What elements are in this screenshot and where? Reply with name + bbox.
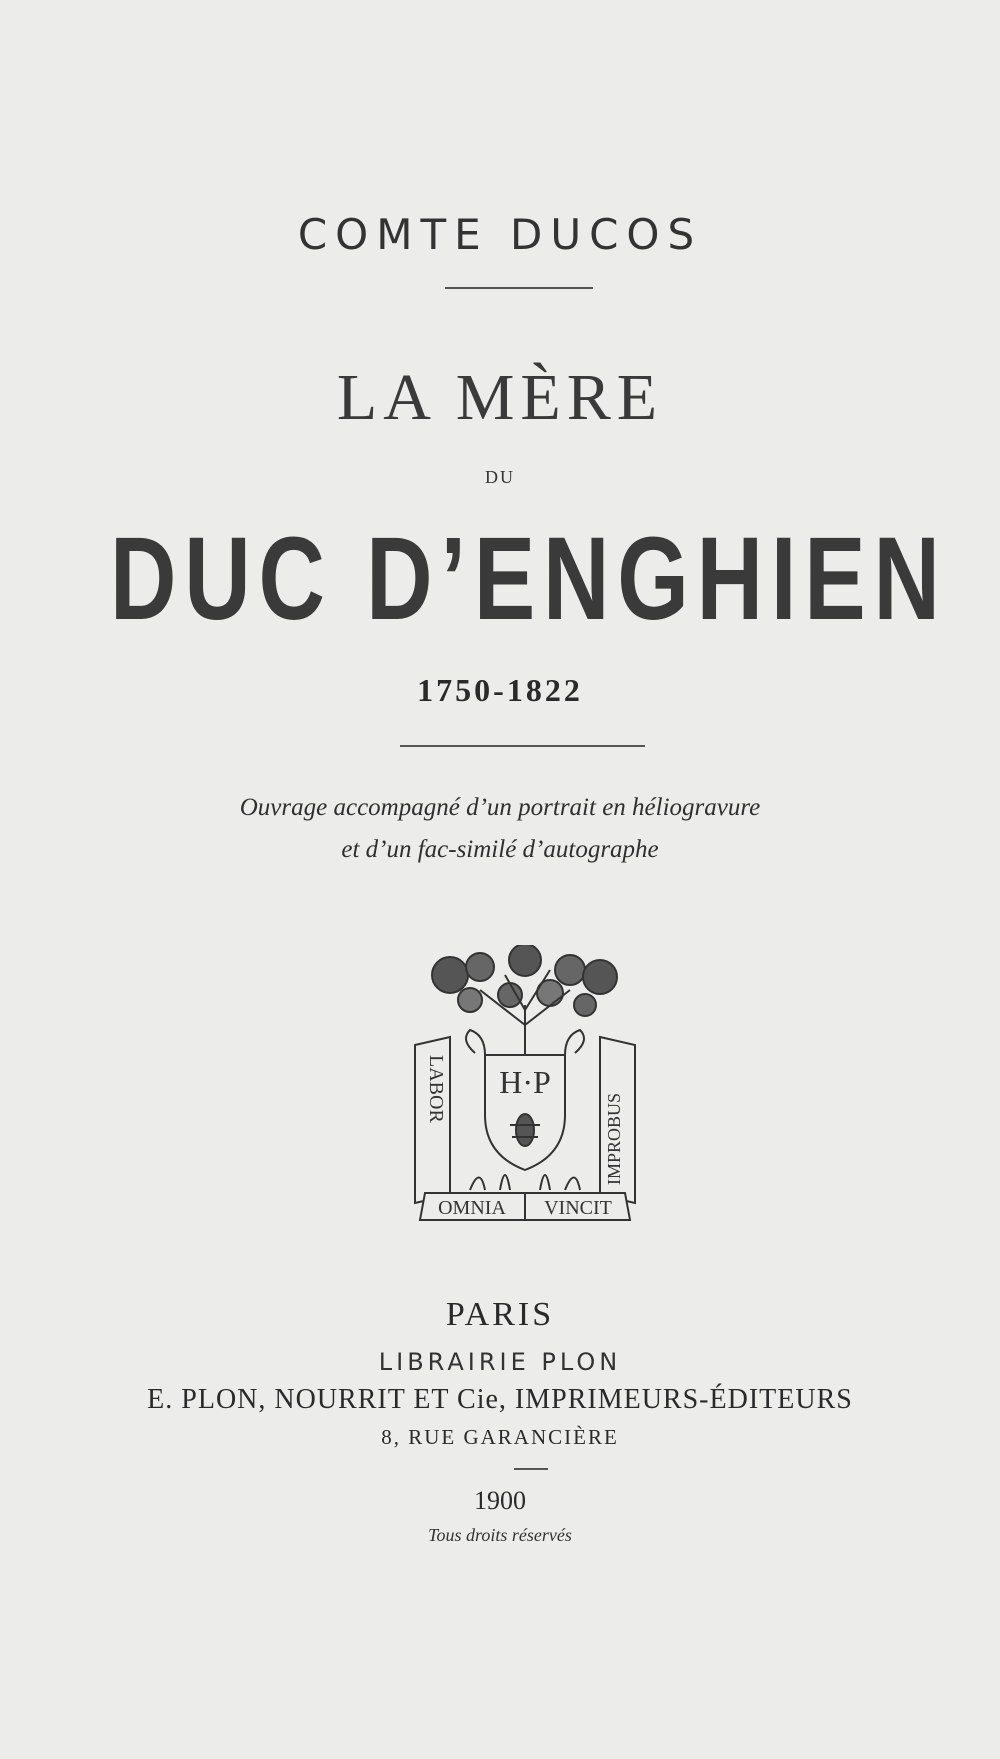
motto-bottom-right: VINCIT bbox=[544, 1197, 612, 1219]
bottom-banner bbox=[420, 1193, 630, 1220]
motto-left: LABOR bbox=[425, 1055, 447, 1123]
title-line-2: DUC D’ENGHIEN bbox=[110, 513, 948, 645]
monogram: H·P bbox=[499, 1064, 551, 1100]
publisher-device-icon bbox=[410, 945, 640, 1225]
imprint-year: 1900 bbox=[474, 1486, 526, 1515]
subtitle-line-1: Ouvrage accompagné d’un portrait en héliogravure bbox=[239, 794, 761, 821]
author-rule bbox=[445, 287, 593, 289]
grass bbox=[470, 1175, 580, 1190]
dates: 1750-1822 bbox=[417, 672, 583, 708]
author-name: COMTE DUCOS bbox=[297, 210, 703, 259]
imprint-publisher: LIBRAIRIE PLON bbox=[378, 1348, 622, 1376]
title-line-1: LA MÈRE bbox=[336, 361, 664, 434]
left-banner bbox=[415, 1037, 450, 1203]
imprint-city: PARIS bbox=[445, 1296, 555, 1333]
dates-rule bbox=[400, 745, 645, 747]
subtitle-line-2: et d’un fac-similé d’autographe bbox=[341, 836, 659, 863]
imprint-printers: E. PLON, NOURRIT ET Cie, IMPRIMEURS-ÉDITEURS bbox=[147, 1384, 853, 1415]
right-banner bbox=[600, 1037, 635, 1203]
motto-right: IMPROBUS bbox=[604, 1092, 624, 1185]
tree-foliage bbox=[432, 945, 617, 1065]
rights-notice: Tous droits réservés bbox=[428, 1525, 572, 1545]
imprint-address: 8, RUE GARANCIÈRE bbox=[381, 1425, 619, 1449]
motto-bottom-left: OMNIA bbox=[438, 1197, 506, 1219]
year-rule bbox=[514, 1468, 548, 1470]
title-connector: DU bbox=[485, 467, 515, 487]
